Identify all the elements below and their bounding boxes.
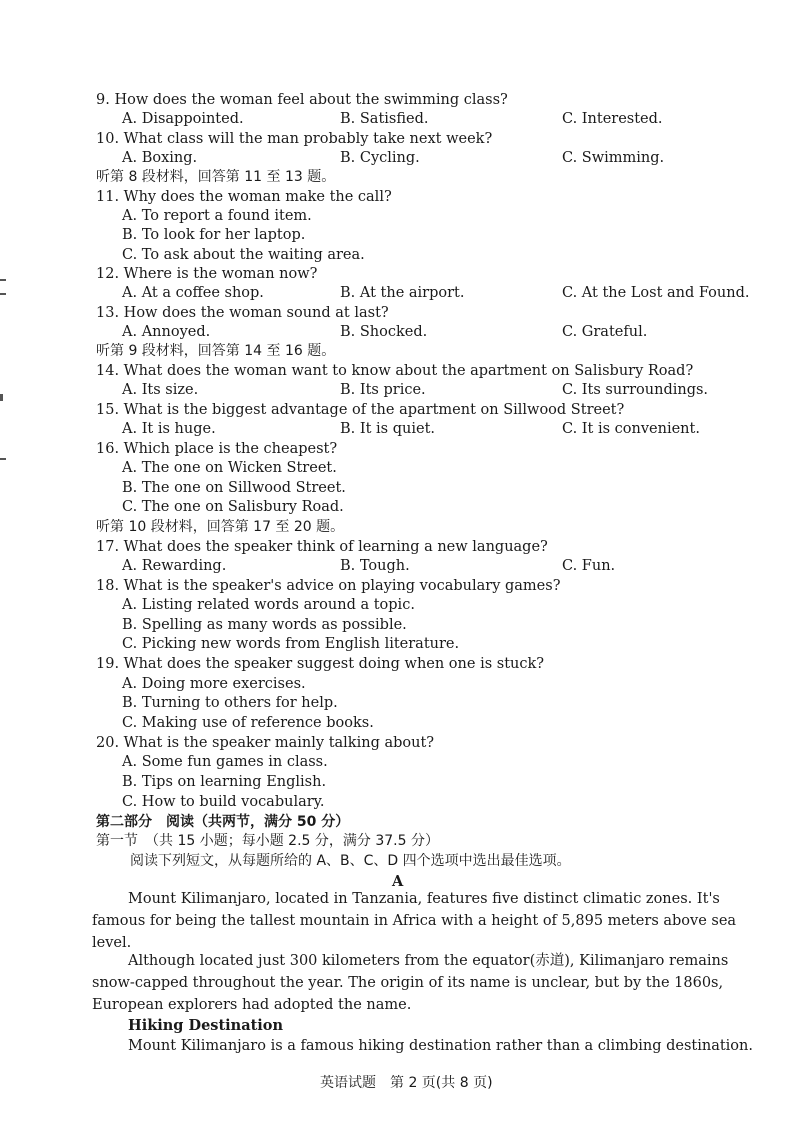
question-stem: 18. What is the speaker's advice on playing vocabulary games?	[96, 578, 561, 594]
option-a: A. Annoyed.	[122, 324, 211, 340]
option-c: C. It is convenient.	[562, 421, 700, 437]
question-stem: 13. How does the woman sound at last?	[96, 305, 389, 321]
option-c: C. Fun.	[562, 558, 616, 574]
option-b: B. Spelling as many words as possible.	[122, 617, 407, 633]
passage-paragraph: Although located just 300 kilometers from the equator(赤道), Kilimanjaro remains snow-capped throughout the year. The origin of its name is unclear, but by the 1860s, European explorers had adopted the name.	[92, 953, 729, 1013]
page-footer: 英语试题 第 2 页(共 8 页)	[320, 1075, 493, 1091]
question-stem: 9. How does the woman feel about the swimming class?	[96, 92, 508, 108]
question-stem: 17. What does the speaker think of learning a new language?	[96, 539, 548, 555]
question-stem: 10. What class will the man probably take next week?	[96, 131, 493, 147]
option-a: A. The one on Wicken Street.	[122, 460, 337, 476]
passage-paragraph: Mount Kilimanjaro is a famous hiking destination rather than a climbing destination.	[128, 1038, 753, 1054]
question-stem: 15. What is the biggest advantage of the apartment on Sillwood Street?	[96, 402, 625, 418]
option-b: B. It is quiet.	[340, 421, 436, 437]
margin-mark	[0, 458, 6, 460]
option-a: A. Rewarding.	[122, 558, 227, 574]
option-a: A. It is huge.	[122, 421, 216, 437]
option-a: A. Listing related words around a topic.	[122, 597, 415, 613]
margin-mark	[0, 394, 3, 401]
question-stem: 12. Where is the woman now?	[96, 266, 318, 282]
instruction: 阅读下列短文，从每题所给的 A、B、C、D 四个选项中选出最佳选项。	[130, 853, 571, 869]
option-b: B. Satisfied.	[340, 111, 429, 127]
option-a: A. At a coffee shop.	[122, 285, 264, 301]
option-b: B. Shocked.	[340, 324, 428, 340]
option-a: A. Boxing.	[122, 150, 198, 166]
margin-mark	[0, 279, 6, 281]
option-c: C. Picking new words from English literature.	[122, 636, 460, 652]
section-heading: 听第 9 段材料，回答第 14 至 16 题。	[96, 343, 336, 359]
option-c: C. The one on Salisbury Road.	[122, 499, 344, 515]
option-c: C. Interested.	[562, 111, 663, 127]
option-c: C. Making use of reference books.	[122, 715, 374, 731]
passage-letter: A	[392, 873, 404, 890]
subheading: Hiking Destination	[128, 1017, 284, 1034]
margin-mark	[0, 293, 6, 295]
question-stem: 11. Why does the woman make the call?	[96, 189, 392, 205]
question-stem: 19. What does the speaker suggest doing when one is stuck?	[96, 656, 545, 672]
passage-paragraph: Mount Kilimanjaro, located in Tanzania, features five distinct climatic zones. It's famous for being the tallest mountain in Africa with a height of 5,895 meters above sea level.	[92, 891, 737, 951]
option-b: B. To look for her laptop.	[122, 227, 306, 243]
option-c: C. How to build vocabulary.	[122, 794, 325, 810]
option-c: C. At the Lost and Found.	[562, 285, 750, 301]
section-heading: 听第 10 段材料，回答第 17 至 20 题。	[96, 519, 345, 535]
option-a: A. Some fun games in class.	[122, 754, 328, 770]
option-b: B. Tips on learning English.	[122, 774, 327, 790]
question-stem: 20. What is the speaker mainly talking about?	[96, 735, 435, 751]
option-b: B. Its price.	[340, 382, 426, 398]
part-title: 第二部分 阅读（共两节，满分 50 分）	[96, 814, 350, 830]
question-stem: 16. Which place is the cheapest?	[96, 441, 338, 457]
option-a: A. Doing more exercises.	[122, 676, 306, 692]
option-a: A. Its size.	[122, 382, 199, 398]
section-heading: 听第 8 段材料，回答第 11 至 13 题。	[96, 169, 336, 185]
option-c: C. To ask about the waiting area.	[122, 247, 365, 263]
option-c: C. Grateful.	[562, 324, 648, 340]
option-b: B. At the airport.	[340, 285, 465, 301]
option-c: C. Swimming.	[562, 150, 665, 166]
option-b: B. Cycling.	[340, 150, 420, 166]
section-title: 第一节 （共 15 小题；每小题 2.5 分，满分 37.5 分）	[96, 833, 439, 849]
option-c: C. Its surroundings.	[562, 382, 709, 398]
option-b: B. Tough.	[340, 558, 410, 574]
option-b: B. The one on Sillwood Street.	[122, 480, 346, 496]
question-stem: 14. What does the woman want to know about the apartment on Salisbury Road?	[96, 363, 694, 379]
option-a: A. Disappointed.	[122, 111, 244, 127]
option-b: B. Turning to others for help.	[122, 695, 338, 711]
option-a: A. To report a found item.	[122, 208, 312, 224]
